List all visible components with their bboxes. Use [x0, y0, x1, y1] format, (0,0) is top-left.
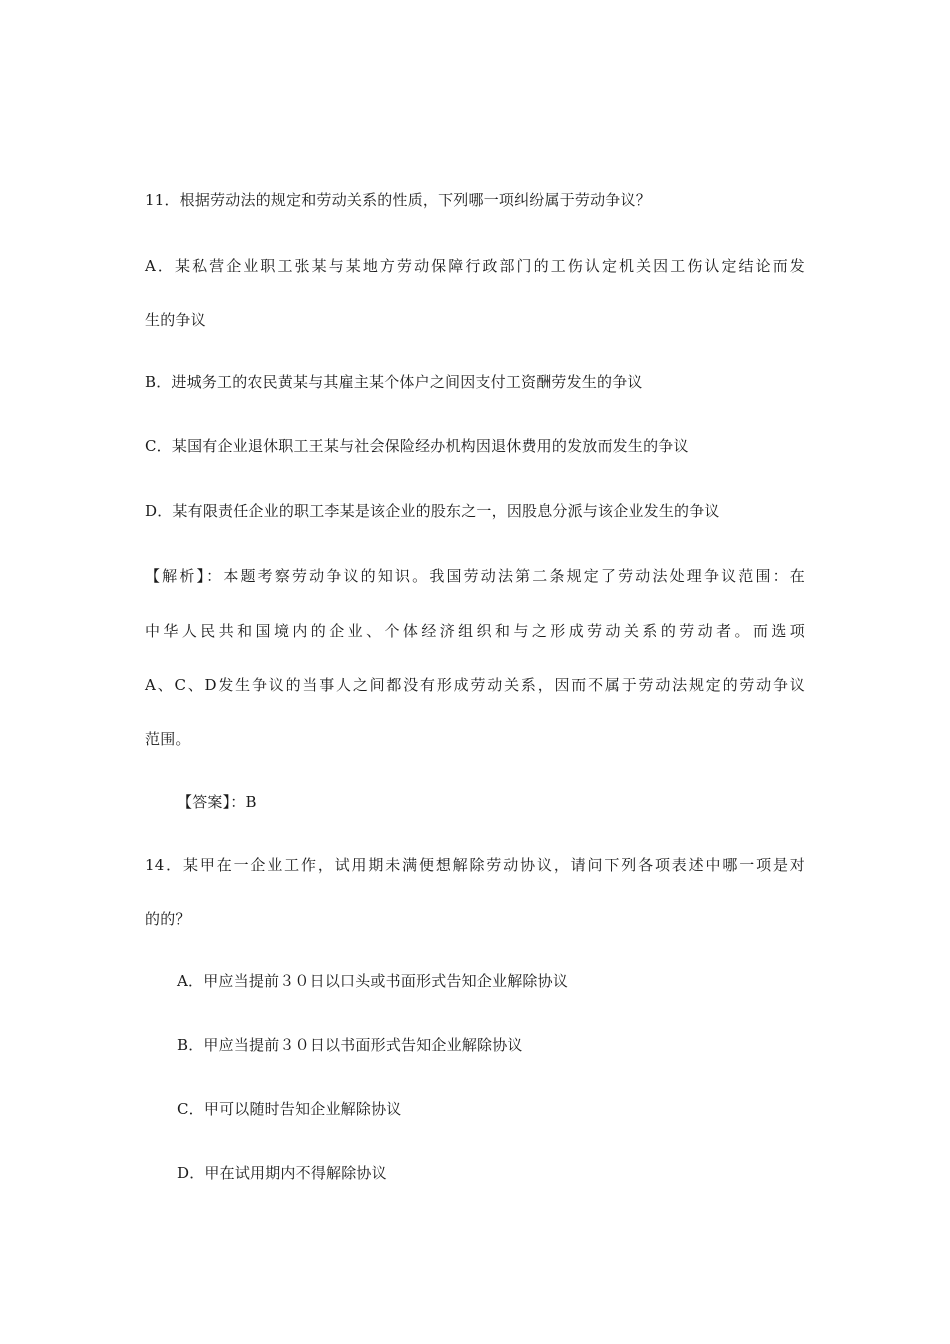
question-14-stem: 14．某甲在一企业工作，试用期未满便想解除劳动协议，请问下列各项表述中哪一项是对	[145, 856, 805, 874]
question-14-option-a: A．甲应当提前３０日以口头或书面形式告知企业解除协议	[177, 972, 569, 990]
question-11-analysis-line-2: 中华人民共和国境内的企业、个体经济组织和与之形成劳动关系的劳动者。而选项	[145, 622, 805, 640]
question-14-option-d: D．甲在试用期内不得解除协议	[177, 1164, 387, 1182]
question-11-option-b: B．进城务工的农民黄某与其雇主某个体户之间因支付工资酬劳发生的争议	[145, 373, 643, 391]
question-11-analysis-line-3: A、C、D发生争议的当事人之间都没有形成劳动关系，因而不属于劳动法规定的劳动争议	[145, 676, 805, 694]
question-14-stem-continued: 的的？	[145, 910, 191, 928]
question-11-analysis: 【解析】：本题考察劳动争议的知识。我国劳动法第二条规定了劳动法处理争议范围：在	[145, 567, 805, 585]
question-14-option-c: C．甲可以随时告知企业解除协议	[177, 1100, 402, 1118]
question-11-option-a-continued: 生的争议	[145, 311, 206, 329]
question-11-option-a: A．某私营企业职工张某与某地方劳动保障行政部门的工伤认定机关因工伤认定结论而发	[145, 257, 805, 275]
question-11-analysis-line-4: 范围。	[145, 730, 191, 748]
question-11-answer: 【答案】：B	[177, 793, 257, 811]
question-11-option-c: C．某国有企业退休职工王某与社会保险经办机构因退休费用的发放而发生的争议	[145, 437, 689, 455]
question-11-option-d: D．某有限责任企业的职工李某是该企业的股东之一，因股息分派与该企业发生的争议	[145, 502, 720, 520]
question-11-stem: 11．根据劳动法的规定和劳动关系的性质，下列哪一项纠纷属于劳动争议？	[145, 191, 651, 209]
question-14-option-b: B．甲应当提前３０日以书面形式告知企业解除协议	[177, 1036, 523, 1054]
